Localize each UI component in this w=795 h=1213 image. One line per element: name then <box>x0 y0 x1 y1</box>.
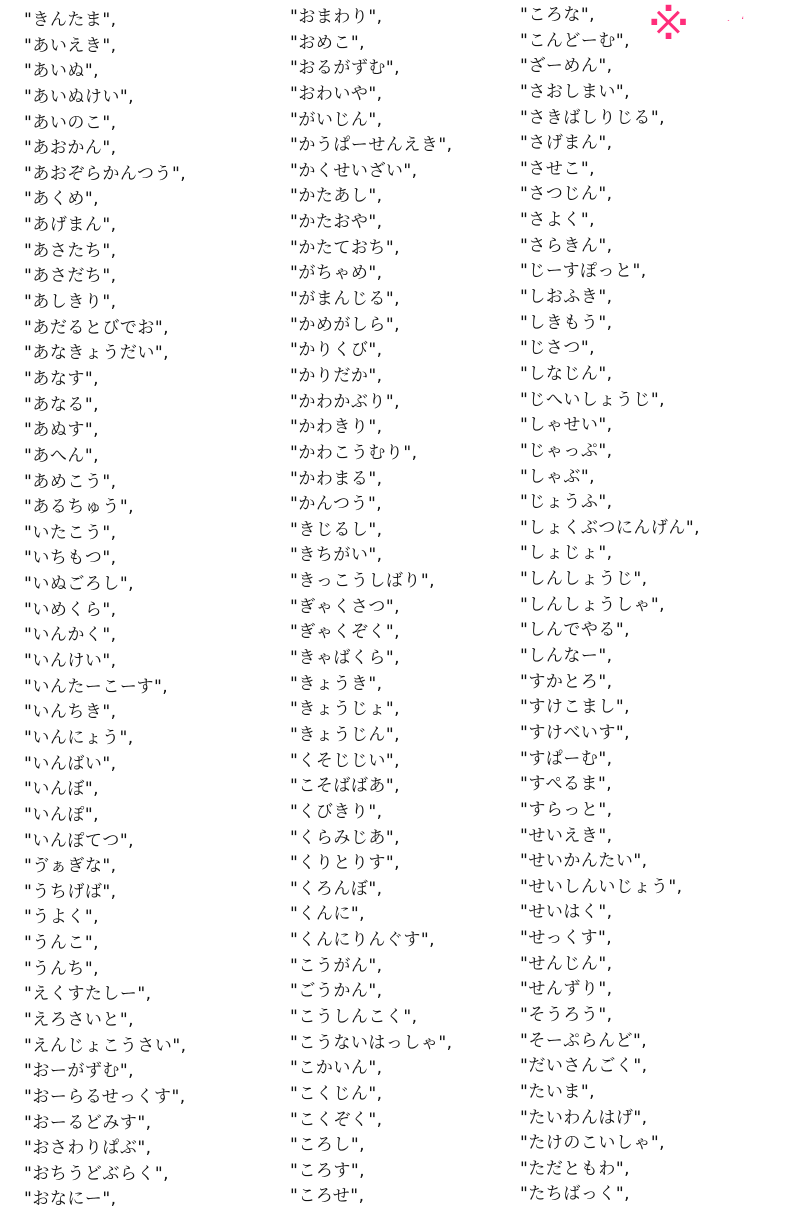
word-list-item: "おなにー", <box>24 1189 117 1210</box>
word-list-item: "じへいしょうじ", <box>520 389 666 410</box>
word-list-item: "すぺるま", <box>520 774 613 795</box>
word-list-item: "うんち", <box>24 958 100 979</box>
word-list-item: "かわまる", <box>290 468 383 489</box>
word-list-item: "そーぷらんど", <box>520 1030 648 1051</box>
word-list-item: "しょくぶつにんげん", <box>520 517 701 538</box>
word-list-item: "かたておち", <box>290 237 401 258</box>
word-list-item: "いんたーこーす", <box>24 676 169 697</box>
word-list-item: "あへん", <box>24 445 100 466</box>
word-list-item: "すぱーむ", <box>520 748 613 769</box>
word-list-item: "かたあし", <box>290 186 383 207</box>
word-list-item: "いんちき", <box>24 702 117 723</box>
word-list-item: "いぬごろし", <box>24 574 135 595</box>
word-list-item: "いんけい", <box>24 651 117 672</box>
word-list-item: "たいわんはげ", <box>520 1107 648 1128</box>
word-list-item: "くびきり", <box>290 801 383 822</box>
word-list-item: "おーらるせっくす", <box>24 1086 186 1107</box>
word-column-1 <box>24 8 187 1213</box>
word-list-item: "あくめ", <box>24 189 100 210</box>
word-list-item: "あおかん", <box>24 138 117 159</box>
word-list-item: "すらっと", <box>520 799 613 820</box>
word-list-item: "しんなー", <box>520 646 613 667</box>
word-list-item: "ごうかん", <box>290 981 383 1002</box>
word-list-item: "ぎゃくぞく", <box>290 622 401 643</box>
word-list-item: "ただともわ", <box>520 1158 631 1179</box>
word-list-item: "かわこうむり", <box>290 442 418 463</box>
word-list-item: "あめこう", <box>24 471 117 492</box>
word-list-item: "がいじん", <box>290 109 383 130</box>
word-list-item: "さきばしりじる", <box>520 107 666 128</box>
word-list-item: "いんぽ", <box>24 804 100 825</box>
word-list-item: "ころな", <box>520 5 596 25</box>
word-list-item: "せいはく", <box>520 902 613 923</box>
word-list-item: "くらみじあ", <box>290 827 401 848</box>
word-list-item: "かうぱーせんえき", <box>290 135 453 156</box>
word-list-item: "うちげば", <box>24 881 117 902</box>
word-list-item: "あさたち", <box>24 240 117 261</box>
word-list-item: "せいえき", <box>520 825 613 846</box>
word-list-item: "きじるし", <box>290 519 383 540</box>
word-list-item: "そうろう", <box>520 1004 613 1025</box>
word-list-item: "おまわり", <box>290 7 383 27</box>
word-list-item: "ころす", <box>290 1160 366 1181</box>
word-list-item: "おわいや", <box>290 83 383 104</box>
word-list-item: "かんつう", <box>290 494 383 515</box>
word-list-item: "しんでやる", <box>520 620 631 641</box>
word-list-item: "くんに", <box>290 904 366 925</box>
word-list-item: "きんたま", <box>24 10 117 30</box>
word-list-item: "すかとろ", <box>520 671 613 692</box>
word-list-item: "ざーめん", <box>520 56 613 77</box>
word-list-item: "いんにょう", <box>24 727 134 748</box>
word-list-item: "ころせ", <box>290 1186 365 1207</box>
word-column-3 <box>520 3 700 1208</box>
word-list-item: "きょうじん", <box>290 724 401 745</box>
word-list-item: "こうがん", <box>290 955 383 976</box>
word-list-item: "こくじん", <box>290 1083 383 1104</box>
word-list-item: "あるちゅう", <box>24 497 135 518</box>
word-list-item: "あなす", <box>24 368 100 389</box>
word-list-item: "させこ", <box>520 158 596 179</box>
word-list-item: "いんぽてつ", <box>24 830 135 851</box>
word-list-item: "こくぞく", <box>290 1109 383 1130</box>
word-list-item: "じーすぽっと", <box>520 261 647 282</box>
word-list-item: "きょうき", <box>290 673 383 694</box>
word-list-item: "あおぞらかんつう", <box>24 163 187 184</box>
word-list-item: "いめくら", <box>24 599 117 620</box>
word-list-item: "おーるどみす", <box>24 1112 152 1133</box>
word-list-item: "こうないはっしゃ", <box>290 1032 453 1053</box>
word-list-item: "おちうどぶらく", <box>24 1163 170 1184</box>
word-list-item: "さげまん", <box>520 133 613 154</box>
word-list-item: "あげまん", <box>24 215 117 236</box>
word-list-item: "えろさいと", <box>24 1009 135 1030</box>
word-list-item: "かわかぶり", <box>290 391 401 412</box>
word-list-item: "おめこ", <box>290 32 366 53</box>
word-list-item: "あしきり", <box>24 292 117 313</box>
word-list-item: "さつじん", <box>520 184 613 205</box>
word-list-item: "たちばっく", <box>520 1184 631 1205</box>
word-list-item: "いんばい", <box>24 753 117 774</box>
word-list-item: "あいえき", <box>24 35 117 56</box>
word-list-item: "きっこうしばり", <box>290 571 436 592</box>
word-list-item: "おるがずむ", <box>290 58 401 79</box>
word-list-item: "えんじょこうさい", <box>24 1035 187 1056</box>
word-list-item: "じょうふ", <box>520 492 613 513</box>
word-column-2 <box>290 5 453 1210</box>
word-list-item: "たいま", <box>520 1081 596 1102</box>
word-list-item: "さよく", <box>520 210 596 231</box>
word-list-item: "うよく", <box>24 907 100 928</box>
word-list-item: "せっくす", <box>520 928 613 949</box>
word-list-item: "いんかく", <box>24 625 117 646</box>
word-list-item: "すけべいす", <box>520 722 631 743</box>
word-list-item: "かりだか", <box>290 365 383 386</box>
word-list-item: "きちがい", <box>290 545 383 566</box>
example-stamp: ※一例 <box>647 0 781 51</box>
word-list-item: "じゃっぷ", <box>520 440 613 461</box>
word-list-item: "せんずり", <box>520 979 613 1000</box>
word-list-item: "おさわりぱぶ", <box>24 1138 152 1159</box>
word-list-item: "あいぬ", <box>24 61 100 82</box>
word-list-item: "くそじじい", <box>290 750 401 771</box>
word-list-item: "あなきょうだい", <box>24 343 170 364</box>
word-list-item: "せんじん", <box>520 953 613 974</box>
word-list-item: "あだるとびでお", <box>24 317 170 338</box>
word-list-item: "こそばばあ", <box>290 776 401 797</box>
word-list-item: "いちもつ", <box>24 548 117 569</box>
word-list-item: "たけのこいしゃ", <box>520 1133 666 1154</box>
word-list-item: "しゃせい", <box>520 415 613 436</box>
word-list-item: "きゃばくら", <box>290 648 401 669</box>
word-list-item: "くりとりす", <box>290 853 401 874</box>
word-list-item: "あなる", <box>24 394 100 415</box>
word-list-item: "あいのこ", <box>24 112 117 133</box>
word-list-item: "しょじょ", <box>520 543 613 564</box>
word-list-item: "しゃぶ", <box>520 466 596 487</box>
word-list-item: "しきもう", <box>520 312 613 333</box>
word-list-item: "さらきん", <box>520 235 613 256</box>
word-list-item: "がまんじる", <box>290 289 401 310</box>
word-list-item: "いんぼ", <box>24 779 100 800</box>
word-list-item: "きょうじょ", <box>290 699 401 720</box>
word-list-item: "しなじん", <box>520 363 613 384</box>
word-list-item: "うんこ", <box>24 933 100 954</box>
word-list-item: "いたこう", <box>24 522 117 543</box>
word-list-item: "せいかんたい", <box>520 851 648 872</box>
word-list-item: "すけこまし", <box>520 697 631 718</box>
word-list-item: "だいさんごく", <box>520 1056 648 1077</box>
word-list-item: "しおふき", <box>520 287 613 308</box>
word-list-item: "かりくび", <box>290 340 383 361</box>
word-list-item: "かくせいざい", <box>290 160 418 181</box>
word-list-item: "おーがずむ", <box>24 1061 135 1082</box>
word-list-item: "ぎゃくさつ", <box>290 596 401 617</box>
word-list-item: "ころし", <box>290 1135 366 1156</box>
word-list-item: "くんにりんぐす", <box>290 930 436 951</box>
word-list-item: "こんどーむ", <box>520 30 631 51</box>
word-list-item: "かたおや", <box>290 212 383 233</box>
word-list-item: "こかいん", <box>290 1058 383 1079</box>
word-list-item: "しんしょうじ", <box>520 569 648 590</box>
word-list-item: "あぬす", <box>24 420 100 441</box>
word-list-item: "ゔぁぎな", <box>24 856 117 877</box>
word-list-item: "せいしんいじょう", <box>520 876 683 897</box>
word-list-item: "しんしょうしゃ", <box>520 594 666 615</box>
word-list-item: "あさだち", <box>24 266 117 287</box>
word-list-item: "がちゃめ", <box>290 263 383 284</box>
word-list-item: "あいぬけい", <box>24 86 135 107</box>
word-list-item: "かわきり", <box>290 417 383 438</box>
word-list-item: "えくすたしー", <box>24 984 152 1005</box>
word-list-item: "かめがしら", <box>290 314 401 335</box>
word-list-item: "じさつ", <box>520 338 596 359</box>
word-list-item: "くろんぼ", <box>290 878 383 899</box>
word-list-item: "こうしんこく", <box>290 1006 418 1027</box>
word-list-item: "さおしまい", <box>520 81 631 102</box>
